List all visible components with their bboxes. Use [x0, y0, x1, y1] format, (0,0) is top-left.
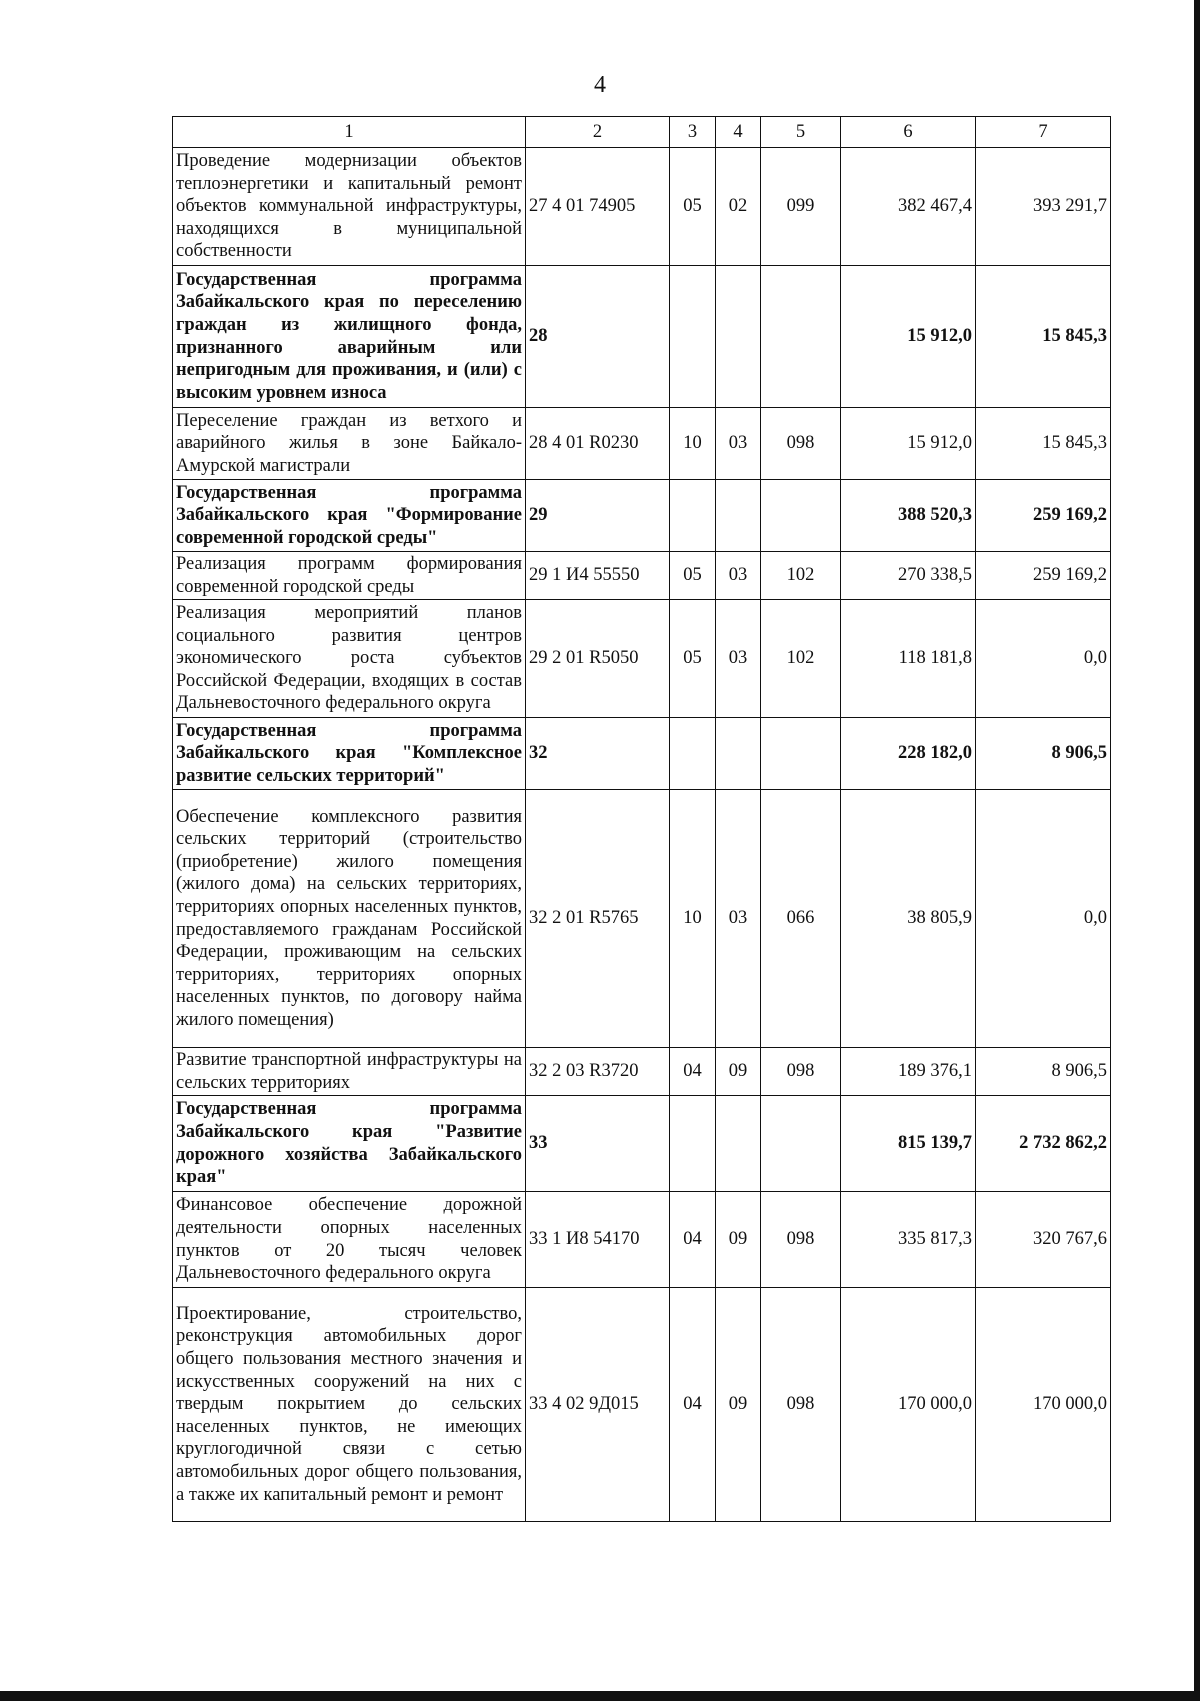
- table-row: [173, 1048, 1111, 1096]
- row-subsection: [716, 266, 761, 408]
- row-subsection: 03: [716, 600, 761, 718]
- table-row: [173, 1096, 1111, 1192]
- row-section: [670, 1096, 716, 1192]
- row-subsection: 09: [716, 1288, 761, 1522]
- row-amount-7: 2 732 862,2: [976, 1096, 1111, 1192]
- table-row: [173, 1288, 1111, 1522]
- table-row: [173, 718, 1111, 790]
- row-code: 32 2 03 R3720: [526, 1048, 670, 1096]
- row-amount-6: 815 139,7: [841, 1096, 976, 1192]
- row-amount-7: 393 291,7: [976, 148, 1111, 266]
- row-amount-6: 170 000,0: [841, 1288, 976, 1522]
- row-type: 099: [761, 148, 841, 266]
- row-code: 32: [526, 718, 670, 790]
- row-subsection: 09: [716, 1048, 761, 1096]
- row-section: 04: [670, 1048, 716, 1096]
- row-section: 04: [670, 1192, 716, 1288]
- col-header-1: 1: [173, 117, 526, 148]
- row-amount-7: 8 906,5: [976, 1048, 1111, 1096]
- row-amount-6: 388 520,3: [841, 480, 976, 552]
- row-subsection: 03: [716, 790, 761, 1048]
- row-amount-7: 8 906,5: [976, 718, 1111, 790]
- row-code: 29 2 01 R5050: [526, 600, 670, 718]
- row-amount-7: 15 845,3: [976, 408, 1111, 480]
- row-amount-6: 189 376,1: [841, 1048, 976, 1096]
- col-header-5: 5: [761, 117, 841, 148]
- row-type: [761, 1096, 841, 1192]
- row-section: 05: [670, 552, 716, 600]
- header-row: [173, 117, 1111, 148]
- row-type: 102: [761, 600, 841, 718]
- row-type: 066: [761, 790, 841, 1048]
- row-subsection: [716, 1096, 761, 1192]
- row-code: 29 1 И4 55550: [526, 552, 670, 600]
- col-header-4: 4: [716, 117, 761, 148]
- col-header-2: 2: [526, 117, 670, 148]
- col-header-6: 6: [841, 117, 976, 148]
- row-description: Государственная программа Забайкальского края "Формирование современной городской среды": [173, 480, 526, 552]
- row-amount-6: 38 805,9: [841, 790, 976, 1048]
- row-amount-6: 382 467,4: [841, 148, 976, 266]
- row-subsection: 02: [716, 148, 761, 266]
- row-description: Переселение граждан из ветхого и аварийного жилья в зоне Байкало-Амурской магистрали: [173, 408, 526, 480]
- table-row: [173, 266, 1111, 408]
- table-row: [173, 790, 1111, 1048]
- row-section: 04: [670, 1288, 716, 1522]
- row-amount-7: 0,0: [976, 790, 1111, 1048]
- row-type: [761, 266, 841, 408]
- row-description: Государственная программа Забайкальского края по переселению граждан из жилищного фонда, признанного аварийным или непригодным для проживания, и (или) с высоким уровнем износа: [173, 266, 526, 408]
- row-description: Проведение модернизации объектов теплоэнергетики и капитальный ремонт объектов коммунальной инфраструктуры, находящихся в муниципальной собственности: [173, 148, 526, 266]
- row-description: Финансовое обеспечение дорожной деятельности опорных населенных пунктов от 20 тысяч человек Дальневосточного федерального округа: [173, 1192, 526, 1288]
- budget-table: [172, 116, 1111, 1522]
- row-amount-7: 0,0: [976, 600, 1111, 718]
- row-description: Проектирование, строительство, реконструкция автомобильных дорог общего пользования местного значения и искусственных сооружений на них с твердым покрытием до сельских населенных пунктов, не имеющих круглогодичной связи с сетью автомобильных дорог общего пользования, а также их капитальный ремонт и ремонт: [173, 1288, 526, 1522]
- row-type: 098: [761, 1288, 841, 1522]
- row-type: [761, 718, 841, 790]
- row-amount-7: 259 169,2: [976, 552, 1111, 600]
- row-code: 33: [526, 1096, 670, 1192]
- row-section: [670, 718, 716, 790]
- row-amount-7: 15 845,3: [976, 266, 1111, 408]
- row-description: Государственная программа Забайкальского края "Комплексное развитие сельских территорий": [173, 718, 526, 790]
- row-subsection: 09: [716, 1192, 761, 1288]
- row-amount-7: 259 169,2: [976, 480, 1111, 552]
- row-section: [670, 266, 716, 408]
- row-code: 32 2 01 R5765: [526, 790, 670, 1048]
- row-amount-7: 320 767,6: [976, 1192, 1111, 1288]
- table-row: [173, 552, 1111, 600]
- row-amount-6: 118 181,8: [841, 600, 976, 718]
- row-section: 05: [670, 148, 716, 266]
- row-subsection: [716, 480, 761, 552]
- table-row: [173, 600, 1111, 718]
- row-description: Развитие транспортной инфраструктуры на сельских территориях: [173, 1048, 526, 1096]
- row-code: 28: [526, 266, 670, 408]
- col-header-3: 3: [670, 117, 716, 148]
- page-number: 4: [594, 72, 606, 98]
- row-section: 10: [670, 790, 716, 1048]
- table-row: [173, 148, 1111, 266]
- row-description: Реализация программ формирования современной городской среды: [173, 552, 526, 600]
- row-section: 05: [670, 600, 716, 718]
- row-type: 098: [761, 408, 841, 480]
- col-header-7: 7: [976, 117, 1111, 148]
- row-amount-6: 270 338,5: [841, 552, 976, 600]
- row-subsection: [716, 718, 761, 790]
- scan-edge-right: [1194, 0, 1200, 1701]
- row-code: 33 1 И8 54170: [526, 1192, 670, 1288]
- table-row: [173, 408, 1111, 480]
- row-amount-6: 15 912,0: [841, 266, 976, 408]
- row-amount-7: 170 000,0: [976, 1288, 1111, 1522]
- row-amount-6: 15 912,0: [841, 408, 976, 480]
- row-code: 29: [526, 480, 670, 552]
- row-description: Обеспечение комплексного развития сельских территорий (строительство (приобретение) жилого помещения (жилого дома) на сельских территориях, территориях опорных населенных пунктов, предоставляемого гражданам Российской Федерации, проживающим на сельских территориях, территориях опорных населенных пунктов, по договору найма жилого помещения): [173, 790, 526, 1048]
- scan-edge-bottom: [0, 1691, 1200, 1701]
- table-row: [173, 1192, 1111, 1288]
- row-type: [761, 480, 841, 552]
- row-type: 102: [761, 552, 841, 600]
- row-description: Государственная программа Забайкальского края "Развитие дорожного хозяйства Забайкальского края": [173, 1096, 526, 1192]
- row-type: 098: [761, 1048, 841, 1096]
- row-type: 098: [761, 1192, 841, 1288]
- row-code: 27 4 01 74905: [526, 148, 670, 266]
- row-amount-6: 228 182,0: [841, 718, 976, 790]
- row-code: 28 4 01 R0230: [526, 408, 670, 480]
- table-row: [173, 480, 1111, 552]
- row-code: 33 4 02 9Д015: [526, 1288, 670, 1522]
- row-amount-6: 335 817,3: [841, 1192, 976, 1288]
- row-section: [670, 480, 716, 552]
- row-description: Реализация мероприятий планов социального развития центров экономического роста субъектов Российской Федерации, входящих в состав Дальневосточного федерального округа: [173, 600, 526, 718]
- row-subsection: 03: [716, 408, 761, 480]
- row-section: 10: [670, 408, 716, 480]
- row-subsection: 03: [716, 552, 761, 600]
